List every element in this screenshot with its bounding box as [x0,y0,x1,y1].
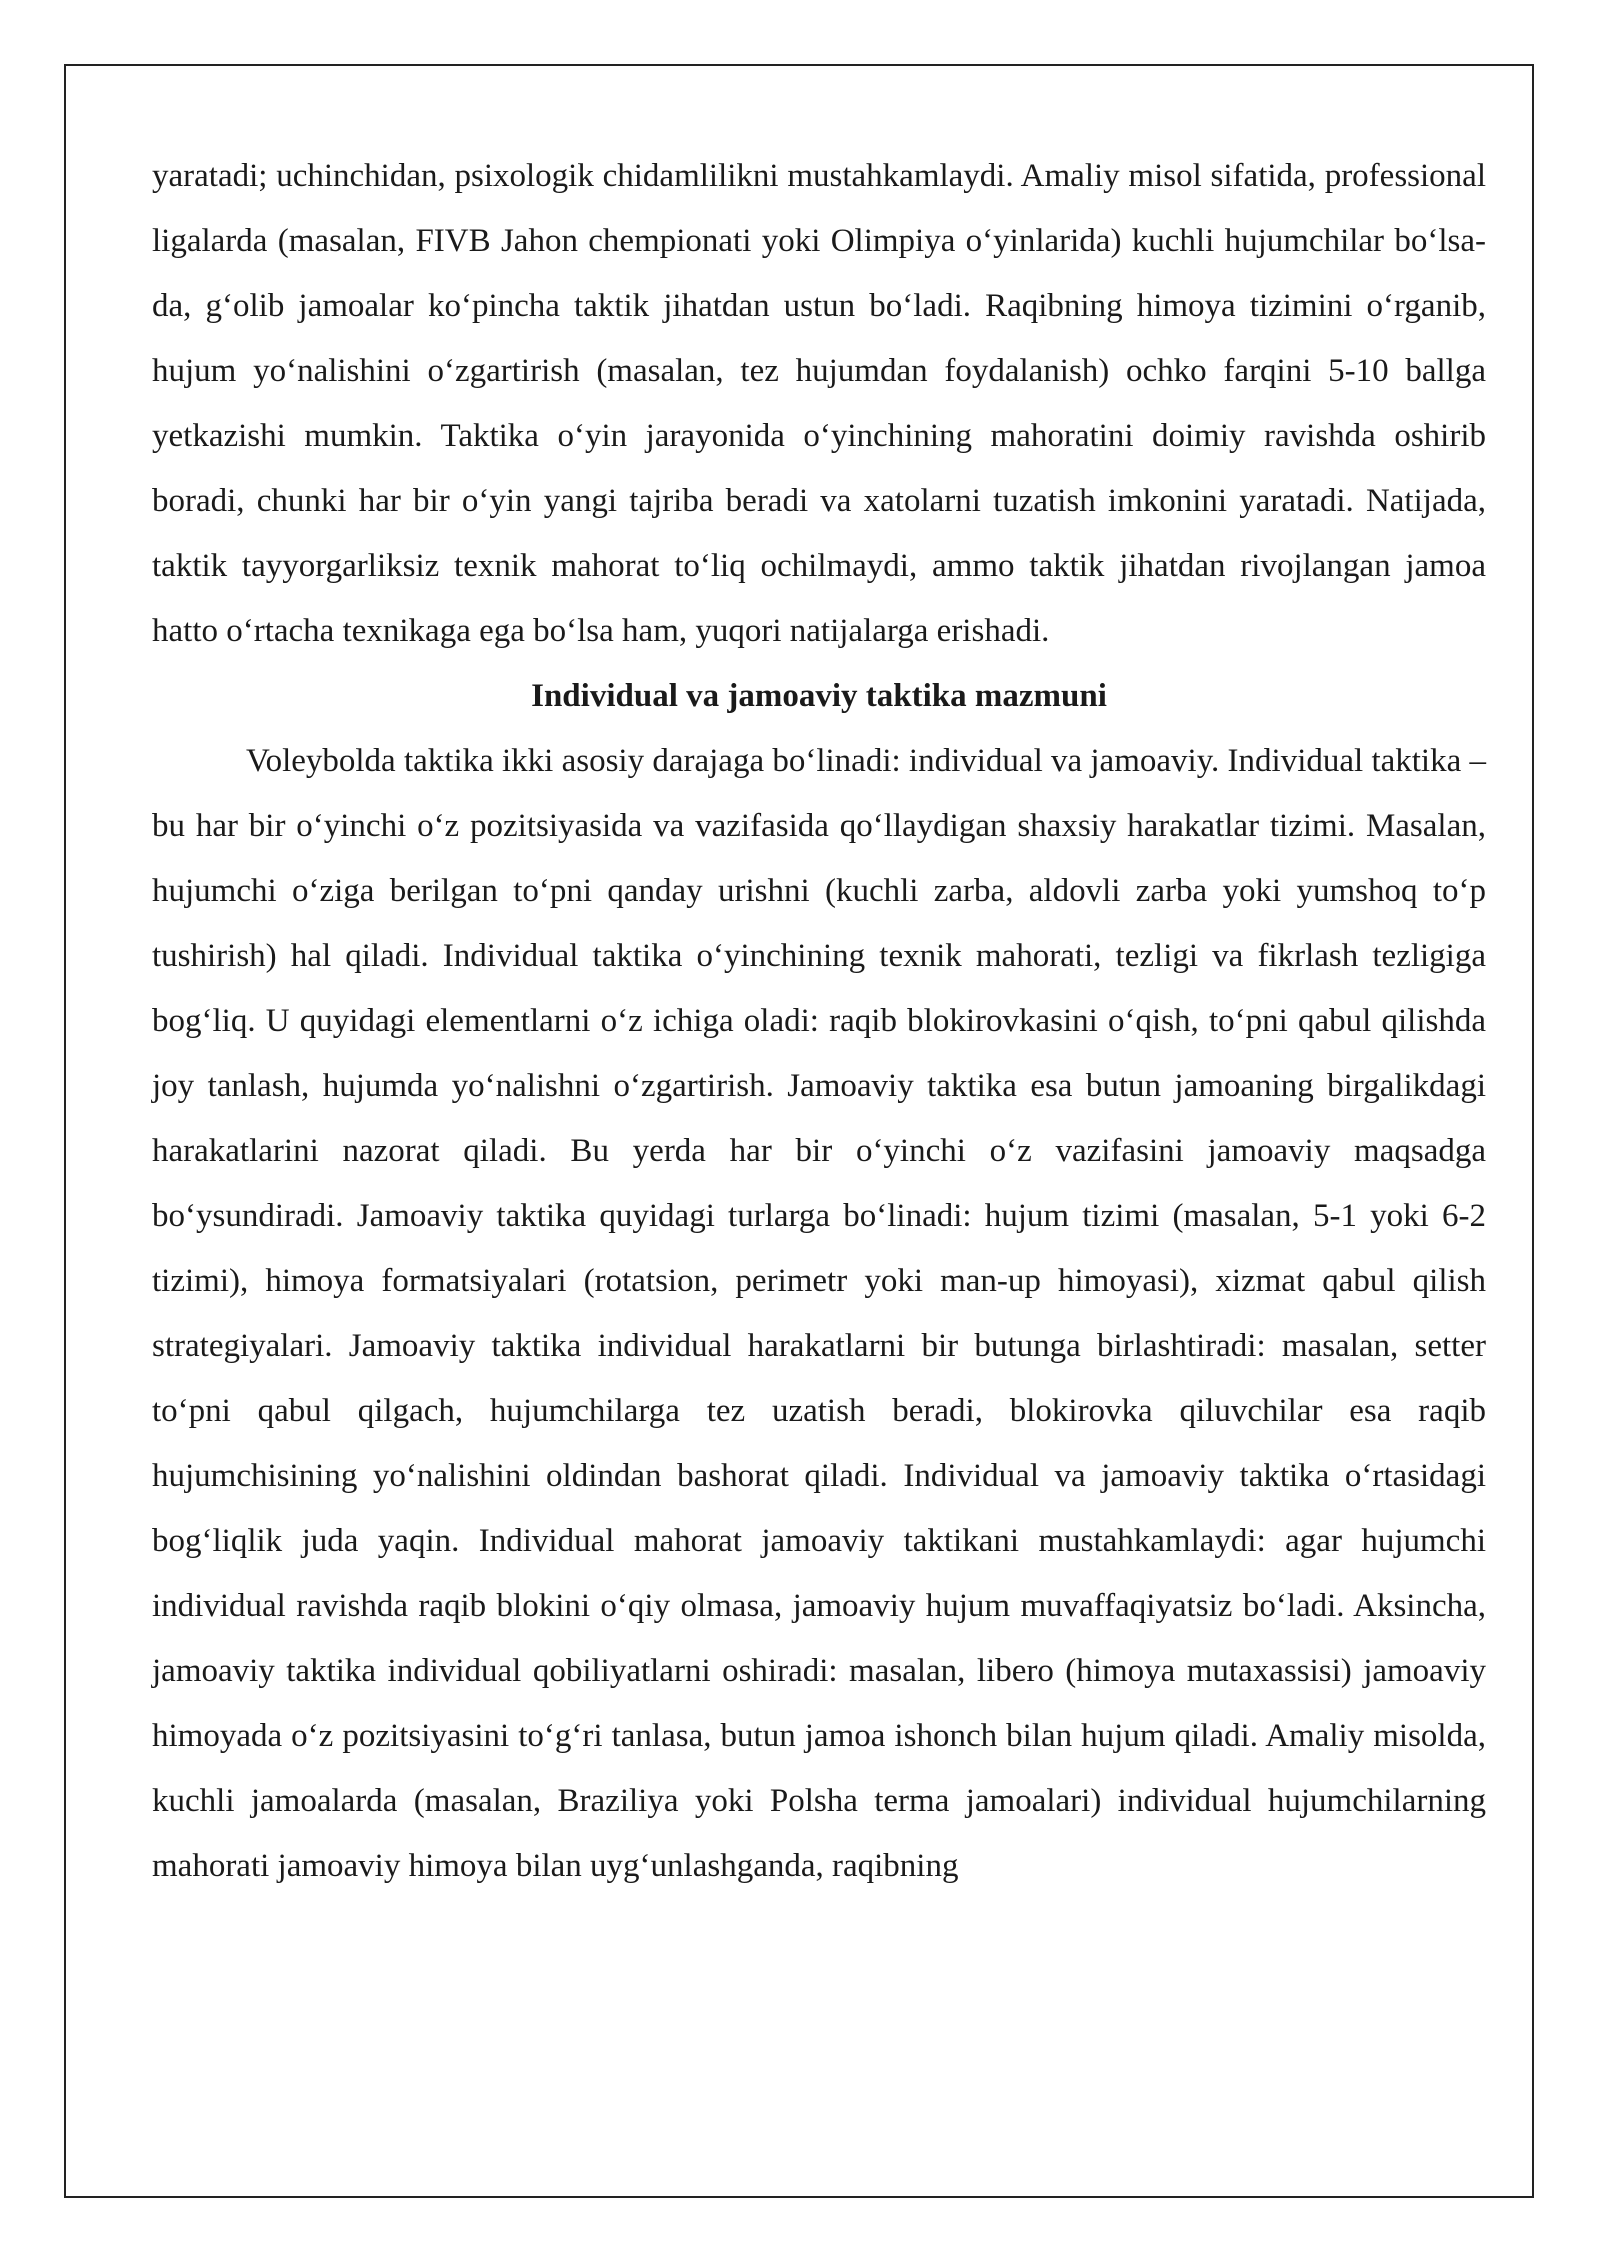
paragraph-main: Voleybolda taktika ikki asosiy darajaga boʻlinadi: individual va jamoaviy. Individual taktika – bu har bir oʻyinchi oʻz pozitsiyasida va vazifasida qoʻllaydigan shaxsiy harakatlar tizimi. Masalan, hujumchi oʻziga berilgan toʻpni qanday urishni (kuchli zarba, aldovli zarba yoki yumshoq toʻp tushirish) hal qiladi. Individual taktika oʻyinchining texnik mahorati, tezligi va fikrlash tezligiga bogʻliq. U quyidagi elementlarni oʻz ichiga oladi: raqib blokirovkasini oʻqish, toʻpni qabul qilishda joy tanlash, hujumda yoʻnalishni oʻzgartirish. Jamoaviy taktika esa butun jamoaning birgalikdagi harakatlarini nazorat qiladi. Bu yerda har bir oʻyinchi oʻz vazifasini jamoaviy maqsadga boʻysundiradi. Jamoaviy taktika quyidagi turlarga boʻlinadi: hujum tizimi (masalan, 5-1 yoki 6-2 tizimi), himoya formatsiyalari (rotatsion, perimetr yoki man-up himoyasi), xizmat qabul qilish strategiyalari. Jamoaviy taktika individual harakatlarni bir butunga birlashtiradi: masalan, setter toʻpni qabul qilgach, hujumchilarga tez uzatish beradi, blokirovka qiluvchilar esa raqib hujumchisining yoʻnalishini oldindan bashorat qiladi. Individual va jamoaviy taktika oʻrtasidagi bogʻliqlik juda yaqin. Individual mahorat jamoaviy taktikani mustahkamlaydi: agar hujumchi individual ravishda raqib blokini oʻqiy olmasa, jamoaviy hujum muvaffaqiyatsiz boʻladi. Aksincha, jamoaviy taktika individual qobiliyatlarni oshiradi: masalan, libero (himoya mutaxassisi) jamoaviy himoyada oʻz pozitsiyasini toʻgʻri tanlasa, butun jamoa ishonch bilan hujum qiladi. Amaliy misolda, kuchli jamoalarda (masalan, Braziliya yoki Polsha terma jamoalari) individual hujumchilarning mahorati jamoaviy himoya bilan uygʻunlashganda, raqibning [152,743,1486,1884]
document-body [152,144,1486,1899]
section-heading: Individual va jamoaviy taktika mazmuni [531,678,1107,714]
paragraph-continuation: yaratadi; uchinchidan, psixologik chidamlilikni mustahkamlaydi. Amaliy misol sifatida, professional ligalarda (masalan, FIVB Jahon chempionati yoki Olimpiya oʻyinlarida) kuchli hujumchilar boʻlsa-da, gʻolib jamoalar koʻpincha taktik jihatdan ustun boʻladi. Raqibning himoya tizimini oʻrganib, hujum yoʻnalishini oʻzgartirish (masalan, tez hujumdan foydalanish) ochko farqini 5-10 ballga yetkazishi mumkin. Taktika oʻyin jarayonida oʻyinchining mahoratini doimiy ravishda oshirib boradi, chunki har bir oʻyin yangi tajriba beradi va xatolarni tuzatish imkonini yaratadi. Natijada, taktik tayyorgarliksiz texnik mahorat toʻliq ochilmaydi, ammo taktik jihatdan rivojlangan jamoa hatto oʻrtacha texnikaga ega boʻlsa ham, yuqori natijalarga erishadi. [152,158,1486,649]
